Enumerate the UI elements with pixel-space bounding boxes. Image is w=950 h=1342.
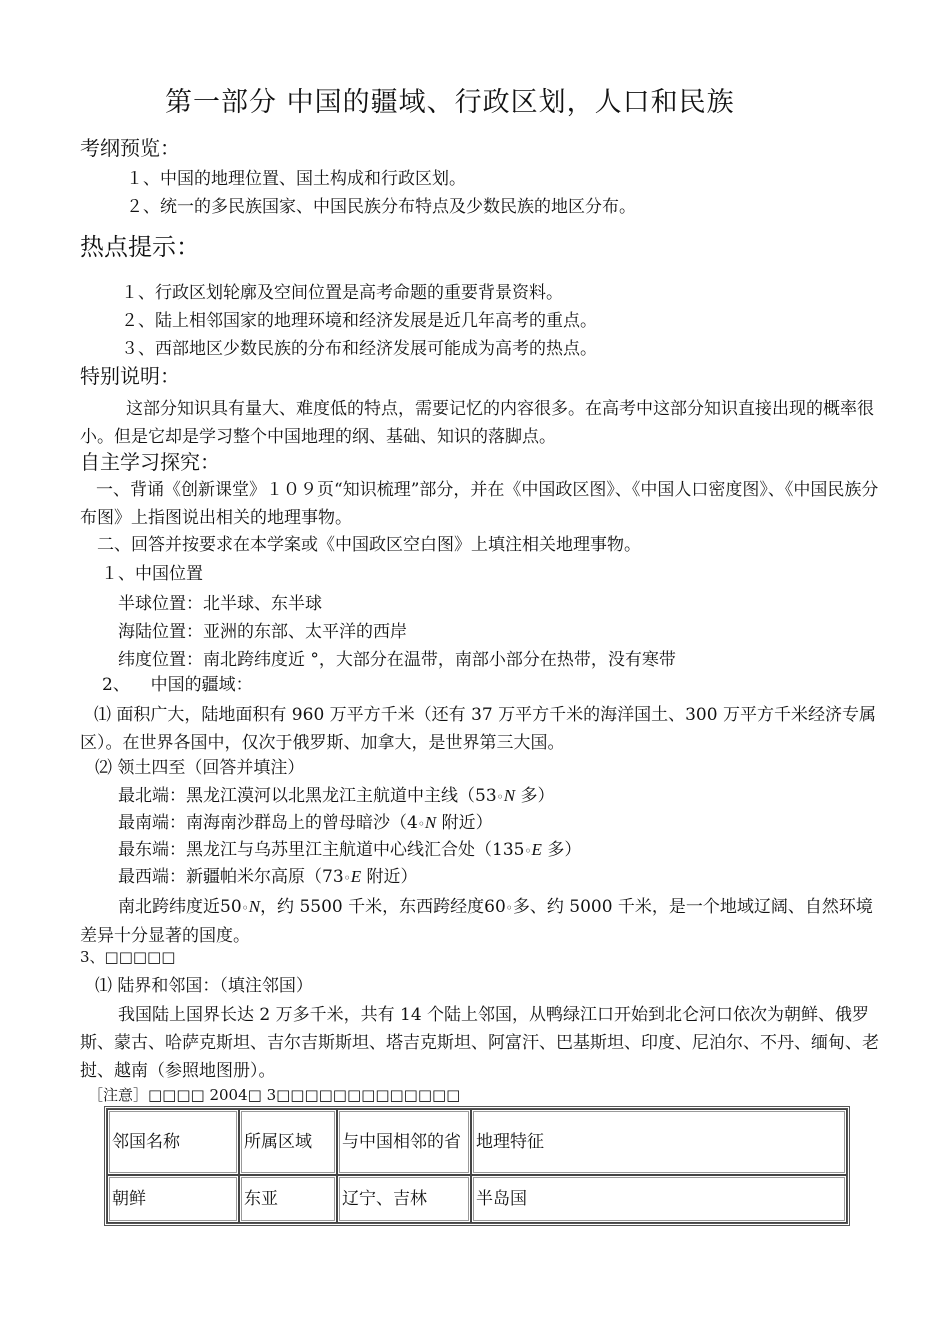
extreme-north: [118, 785, 554, 808]
span-value: 60: [484, 897, 506, 917]
degree-mark: ◦: [241, 901, 249, 915]
borders-paragraph: 我国陆上国界长达 2 万多千米，共有 14 个陆上邻国，从鸭绿江口开始到北仑河口依次为朝鲜、俄罗斯、蒙古、哈萨克斯坦、吉尔吉斯斯坦、塔吉克斯坦、阿富汗、巴基斯坦、印度、尼泊尔、不丹、缅甸、老挝、越南（参照地图册）。: [80, 1005, 879, 1081]
extreme-label: 最西端：新疆帕米尔高原（73: [118, 867, 344, 887]
redian-item: ３、西部地区少数民族的分布和经济发展可能成为高考的热点。: [121, 339, 597, 359]
extreme-tail: 多）: [541, 840, 582, 860]
extreme-label: 最北端：黑龙江漠河以北黑龙江主航道中主线（53: [118, 786, 497, 806]
table-row: [107, 1175, 847, 1223]
item-number: ⑵: [95, 758, 112, 778]
subsection-title-territory: [102, 674, 253, 696]
extreme-tail: 附近）: [361, 867, 418, 887]
tebie-paragraph: 这部分知识具有量大、难度低的特点，需要记忆的内容很多。在高考中这部分知识直接出现的概率很小。但是它却是学习整个中国地理的纲、基础、知识的落脚点。: [80, 399, 874, 447]
redian-item: １、行政区划轮廓及空间位置是高考命题的重要背景资料。: [121, 283, 563, 303]
table-cell: 辽宁、吉林: [337, 1175, 471, 1223]
zizhu-paragraph-2: 二、回答并按要求在本学案或《中国政区空白图》上填注相关地理事物。: [97, 535, 641, 555]
direction: E: [531, 840, 542, 859]
page-title: 第一部分 中国的疆域、行政区划，人口和民族: [165, 87, 735, 118]
table-header-row: [107, 1109, 847, 1175]
degree-mark: ◦: [524, 844, 532, 858]
position-item: 半球位置：北半球、东半球: [118, 594, 322, 614]
section-heading-zizhu: 自主学习探究：: [80, 450, 220, 474]
table-header-cell: 地理特征: [471, 1109, 847, 1175]
table-cell: 半岛国: [471, 1175, 847, 1223]
table-cell: 东亚: [239, 1175, 337, 1223]
territory-extremes-heading: [95, 757, 304, 779]
section-heading-redian: 热点提示：: [80, 233, 200, 261]
extreme-south: [118, 812, 493, 835]
extreme-label: 最南端：南海南沙群岛上的曾母暗沙（4: [118, 813, 418, 833]
item-text: 领土四至（回答并填注）: [117, 758, 305, 778]
direction: N: [248, 897, 261, 916]
span-value: 50: [220, 897, 242, 917]
kaogang-item: １、中国的地理位置、国土构成和行政区划。: [126, 169, 466, 189]
table-cell: 朝鲜: [107, 1175, 239, 1223]
span-text: 南北跨纬度近: [118, 897, 220, 917]
position-item: 纬度位置：南北跨纬度近 °，大部分在温带，南部小部分在热带，没有寒带: [118, 650, 676, 670]
subsection-title-position: １、中国位置: [101, 564, 203, 584]
extreme-tail: 多）: [515, 786, 555, 806]
direction: N: [503, 786, 516, 805]
table-header-cell: 所属区域: [239, 1109, 337, 1175]
table-header-cell: 邻国名称: [107, 1109, 239, 1175]
subsection-number: 2、: [102, 675, 130, 695]
note-line: ［注意］□□□□ 2004□ 3□□□□□□□□□□□□□: [88, 1086, 461, 1104]
position-item: 海陆位置：亚洲的东部、太平洋的西岸: [118, 622, 407, 642]
direction: N: [424, 813, 437, 832]
section-heading-tebie: 特别说明：: [80, 364, 180, 388]
subsection-label: 中国的疆域：: [150, 675, 253, 695]
extreme-tail: 附近）: [436, 813, 493, 833]
degree-mark: ◦: [343, 871, 351, 885]
territory-area-paragraph: [80, 701, 880, 757]
extreme-east: [118, 839, 581, 862]
span-text: 多、约 5000 千米，是一个地域辽阔、自然环境差异十分显著的国度。: [80, 897, 873, 946]
section-heading-kaogang: 考纲预览：: [80, 136, 180, 160]
territory-span-paragraph: [80, 893, 880, 950]
zizhu-paragraph-1: 一、背诵《创新课堂》１０９页“知识梳理”部分，并在《中国政区图》、《中国人口密度图》、《中国民族分布图》上指图说出相关的地理事物。: [80, 480, 879, 528]
redian-item: ２、陆上相邻国家的地理环境和经济发展是近几年高考的重点。: [121, 311, 597, 331]
extreme-label: 最东端：黑龙江与乌苏里江主航道中心线汇合处（135: [118, 840, 525, 860]
borders-heading: [95, 975, 313, 997]
item-text: 陆界和邻国：（填注邻国）: [117, 976, 313, 996]
extreme-west: [118, 866, 418, 889]
subsection-title-borders: 3、□□□□□: [80, 948, 176, 966]
span-text: ，约 5500 千米，东西跨经度: [260, 897, 485, 917]
table-header-cell: 与中国相邻的省: [337, 1109, 471, 1175]
item-number: ⑴: [95, 976, 112, 996]
item-text: 面积广大，陆地面积有 960 万平方千米（还有 37 万平方千米的海洋国土、300 万平方千米经济专属区）。在世界各国中，仅次于俄罗斯、加拿大，是世界第三大国。: [80, 705, 876, 753]
degree-mark: ◦: [417, 817, 425, 831]
neighbor-table: [104, 1106, 850, 1226]
direction: E: [350, 867, 362, 886]
degree-mark: ◦: [505, 901, 513, 915]
degree-mark: ◦: [496, 790, 504, 804]
item-number: ⑴: [94, 705, 111, 725]
kaogang-item: ２、统一的多民族国家、中国民族分布特点及少数民族的地区分布。: [126, 197, 636, 217]
